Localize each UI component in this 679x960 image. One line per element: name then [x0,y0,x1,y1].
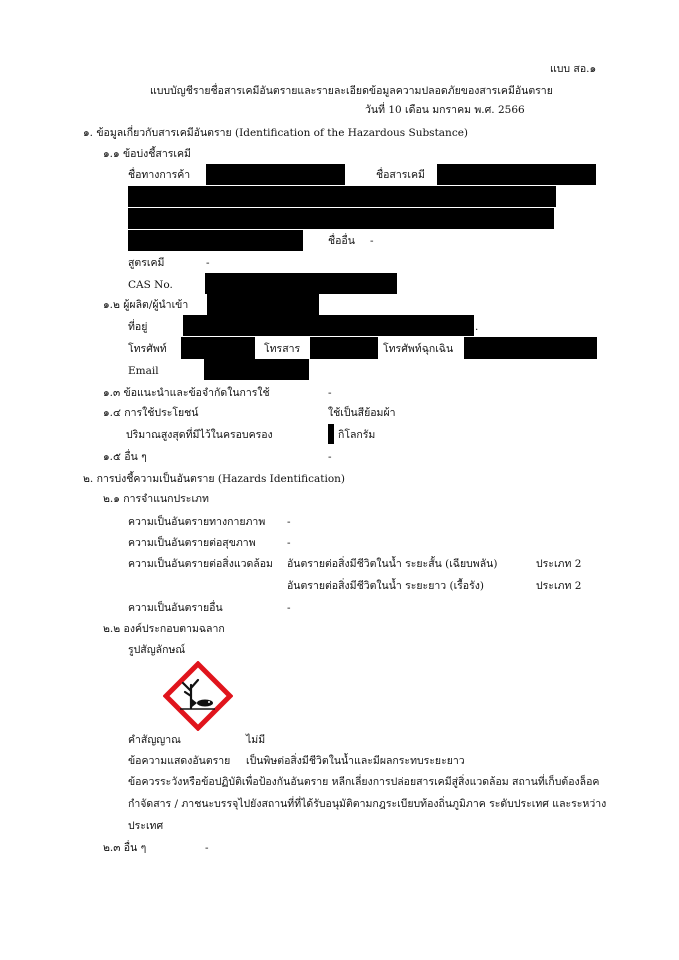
redaction-chemical-name-line-2 [128,186,556,207]
section-1-4-value: ใช้เป็นสีย้อมผ้า [328,407,396,419]
physical-hazard-value: - [287,516,291,528]
trade-name-label: ชื่อทางการค้า [128,169,191,181]
redaction-email [204,359,309,380]
redaction-address [183,315,474,336]
redaction-chemical-name-line-3 [128,208,554,229]
section-2-heading: ๒. การบ่งชี้ความเป็นอันตราย (Hazards Identification) [83,473,346,485]
precaution-line-2: กำจัดสาร / ภาชนะบรรจุไปยังสถานที่ที่ได้รับอนุมัติตามกฎระเบียบท้องถิ่นภูมิภาค ระดับประเทศ และระหว่าง [128,798,607,810]
section-1-5-value: - [328,451,332,463]
redaction-fax [310,337,378,359]
section-1-3-label: ๑.๓ ข้อแนะนำและข้อจำกัดในการใช้ [103,387,270,399]
section-1-5-label: ๑.๕ อื่น ๆ [103,451,147,463]
redaction-chemical-name-line-4 [128,230,303,251]
health-hazard-value: - [287,537,291,549]
signal-word-value: ไม่มี [246,734,266,746]
max-quantity-label: ปริมาณสูงสุดที่มีไว้ในครอบครอง [126,429,273,441]
document-title: แบบบัญชีรายชื่อสารเคมีอันตรายและรายละเอียดข้อมูลความปลอดภัยของสารเคมีอันตราย [150,85,553,97]
chemical-formula-label: สูตรเคมี [128,257,165,269]
ghs-environment-hazard-icon [163,661,233,731]
redaction-max-quantity [328,424,334,444]
email-label: Email [128,365,159,377]
form-code: แบบ สอ.๑ [550,63,597,75]
aquatic-acute-hazard: อันตรายต่อสิ่งมีชีวิตในน้ำ ระยะสั้น (เฉียบพลัน) [287,558,498,570]
signal-word-label: คำสัญญาณ [128,734,181,746]
other-name-label: ชื่ออื่น [328,235,355,247]
redaction-phone [181,337,255,359]
redaction-cas-number [205,273,397,294]
fax-label: โทรสาร [264,343,301,355]
chemical-name-label: ชื่อสารเคมี [376,169,425,181]
chemical-formula-value: - [206,257,210,269]
emergency-phone-label: โทรศัพท์ฉุกเฉิน [383,343,454,355]
section-1-2-label: ๑.๒ ผู้ผลิต/ผู้นำเข้า [103,299,189,311]
address-trailing-mark: . [475,321,479,333]
section-1-3-value: - [328,387,332,399]
redaction-manufacturer [207,294,319,315]
section-2-2-label: ๒.๒ องค์ประกอบตามฉลาก [103,623,225,635]
section-1-4-label: ๑.๔ การใช้ประโยชน์ [103,407,199,419]
section-2-3-value: - [205,842,209,854]
document-date: วันที่ 10 เดือน มกราคม พ.ศ. 2566 [365,104,525,116]
section-1-1-label: ๑.๑ ข้อบ่งชี้สารเคมี [103,148,191,160]
hazard-statement-value: เป็นพิษต่อสิ่งมีชีวิตในน้ำและมีผลกระทบระยะยาว [246,755,465,767]
redaction-trade-name [206,164,345,185]
section-1-heading: ๑. ข้อมูลเกี่ยวกับสารเคมีอันตราย (Identification of the Hazardous Substance) [83,127,469,139]
health-hazard-label: ความเป็นอันตรายต่อสุขภาพ [128,537,256,549]
environmental-hazard-label: ความเป็นอันตรายต่อสิ่งแวดล้อม [128,558,273,570]
physical-hazard-label: ความเป็นอันตรายทางกายภาพ [128,516,266,528]
other-hazard-value: - [287,602,291,614]
hazard-statement-label: ข้อความแสดงอันตราย [128,755,231,767]
precaution-line-1: ข้อควรระวังหรือข้อปฏิบัติเพื่อป้องกันอันตราย หลีกเลี่ยงการปล่อยสารเคมีสู่สิ่งแวดล้อม สถานที่เก็บต้องล็อค [128,776,600,788]
aquatic-chronic-category: ประเภท 2 [536,580,582,592]
other-name-value: - [370,235,374,247]
max-quantity-unit: กิโลกรัม [338,429,376,441]
phone-label: โทรศัพท์ [128,343,167,355]
pictogram-label: รูปสัญลักษณ์ [128,644,186,656]
address-label: ที่อยู่ [128,321,148,333]
precaution-line-3: ประเทศ [128,820,164,832]
cas-number-label: CAS No. [128,279,173,291]
aquatic-acute-category: ประเภท 2 [536,558,582,570]
redaction-emergency-phone [464,337,597,359]
section-2-1-label: ๒.๑ การจำแนกประเภท [103,493,209,505]
other-hazard-label: ความเป็นอันตรายอื่น [128,602,223,614]
aquatic-chronic-hazard: อันตรายต่อสิ่งมีชีวิตในน้ำ ระยะยาว (เรื้อรัง) [287,580,484,592]
redaction-chemical-name [437,164,596,185]
section-2-3-label: ๒.๓ อื่น ๆ [103,842,147,854]
